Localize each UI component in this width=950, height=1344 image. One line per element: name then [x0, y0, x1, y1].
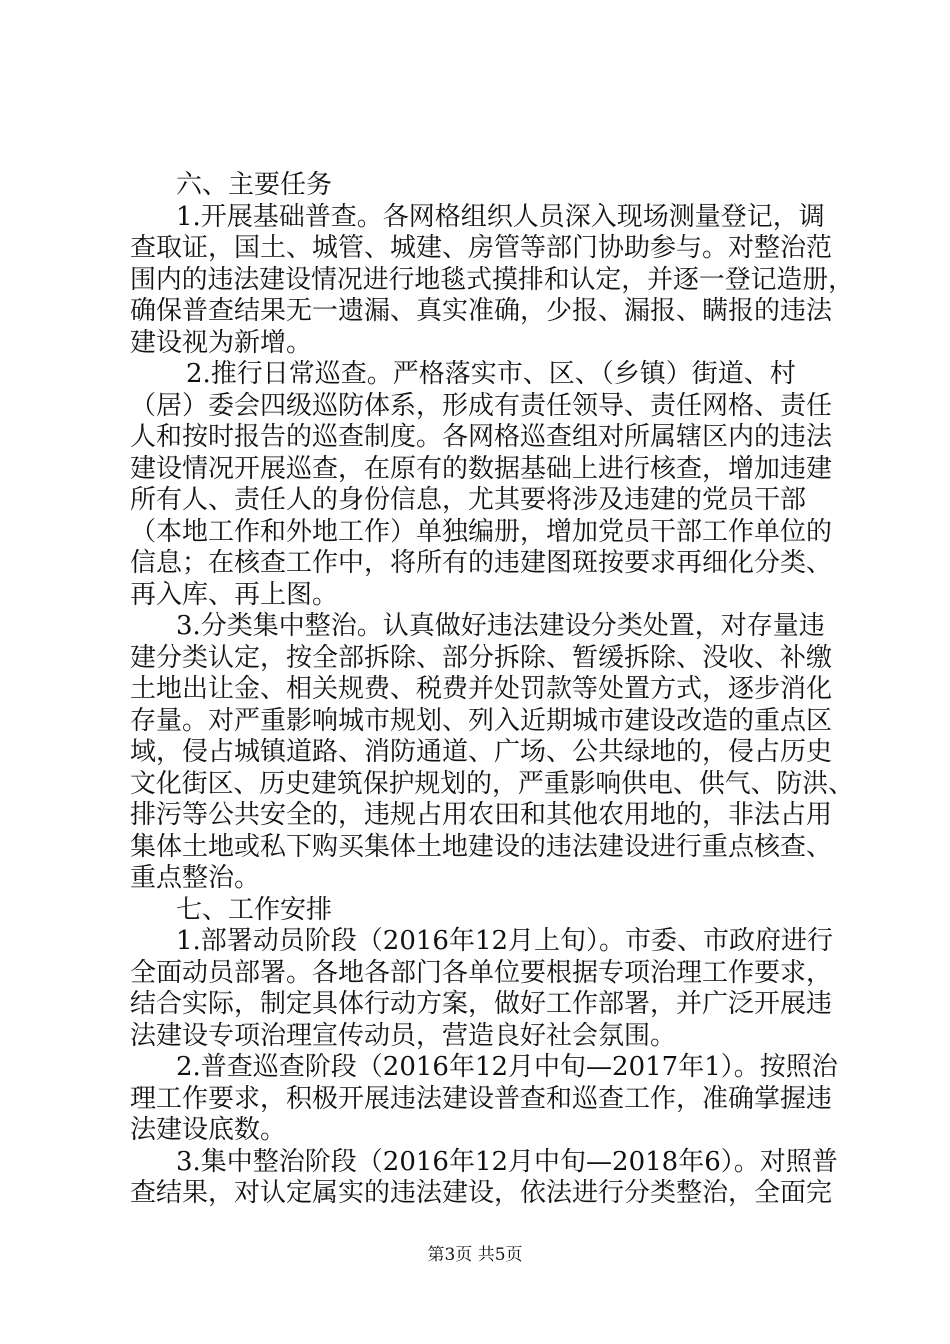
line-32: 3.集中整治阶段（2016年12月中旬—2018年6）。对照普	[176, 1147, 838, 1177]
line-26: 全面动员部署。各地各部门各单位要根据专项治理工作要求，	[130, 958, 833, 988]
line-1: 六、主要任务	[176, 170, 333, 200]
line-30: 理工作要求，积极开展违法建设普查和巡查工作，准确掌握违	[130, 1084, 833, 1114]
line-8: （居）委会四级巡防体系，形成有责任领导、责任网格、责任	[130, 391, 833, 421]
line-5: 确保普查结果无一遗漏、真实准确，少报、漏报、瞒报的违法	[130, 296, 833, 326]
line-11: 所有人、责任人的身份信息，尤其要将涉及违建的党员干部	[130, 485, 807, 515]
line-15: 3.分类集中整治。认真做好违法建设分类处置，对存量违	[176, 611, 825, 641]
line-17: 土地出让金、相关规费、税费并处罚款等处置方式，逐步消化	[130, 674, 833, 704]
line-10: 建设情况开展巡查，在原有的数据基础上进行核查，增加违建	[130, 454, 833, 484]
line-14: 再入库、再上图。	[130, 580, 339, 610]
line-6: 建设视为新增。	[130, 328, 313, 358]
line-33: 查结果，对认定属实的违法建设，依法进行分类整治，全面完	[130, 1178, 833, 1208]
line-21: 排污等公共安全的，违规占用农田和其他农用地的，非法占用	[130, 800, 833, 830]
line-22: 集体土地或私下购买集体土地建设的违法建设进行重点核查、	[130, 832, 833, 862]
line-12: （本地工作和外地工作）单独编册，增加党员干部工作单位的	[130, 517, 833, 547]
line-16: 建分类认定，按全部拆除、部分拆除、暂缓拆除、没收、补缴	[130, 643, 833, 673]
line-23: 重点整治。	[130, 863, 261, 893]
page-number-footer: 第3页 共5页	[427, 1245, 523, 1265]
line-20: 文化街区、历史建筑保护规划的，严重影响供电、供气、防洪、	[130, 769, 855, 799]
line-25: 1.部署动员阶段（2016年12月上旬）。市委、市政府进行	[176, 926, 834, 956]
line-7: 2.推行日常巡查。严格落实市、区、（乡镇）街道、村	[186, 359, 796, 389]
line-19: 域，侵占城镇道路、消防通道、广场、公共绿地的，侵占历史	[130, 737, 833, 767]
line-3: 查取证，国土、城管、城建、房管等部门协助参与。对整治范	[130, 233, 833, 263]
line-28: 法建设专项治理宣传动员，营造良好社会氛围。	[130, 1021, 677, 1051]
line-9: 人和按时报告的巡查制度。各网格巡查组对所属辖区内的违法	[130, 422, 833, 452]
line-2: 1.开展基础普查。各网格组织人员深入现场测量登记，调	[176, 202, 825, 232]
line-31: 法建设底数。	[130, 1115, 287, 1145]
line-27: 结合实际，制定具体行动方案，做好工作部署，并广泛开展违	[130, 989, 833, 1019]
line-29: 2.普查巡查阶段（2016年12月中旬—2017年1）。按照治	[176, 1052, 838, 1082]
line-18: 存量。对严重影响城市规划、列入近期城市建设改造的重点区	[130, 706, 833, 736]
line-13: 信息；在核查工作中，将所有的违建图斑按要求再细化分类、	[130, 548, 833, 578]
line-24: 七、工作安排	[176, 895, 333, 925]
line-4: 围内的违法建设情况进行地毯式摸排和认定，并逐一登记造册，	[130, 265, 855, 295]
